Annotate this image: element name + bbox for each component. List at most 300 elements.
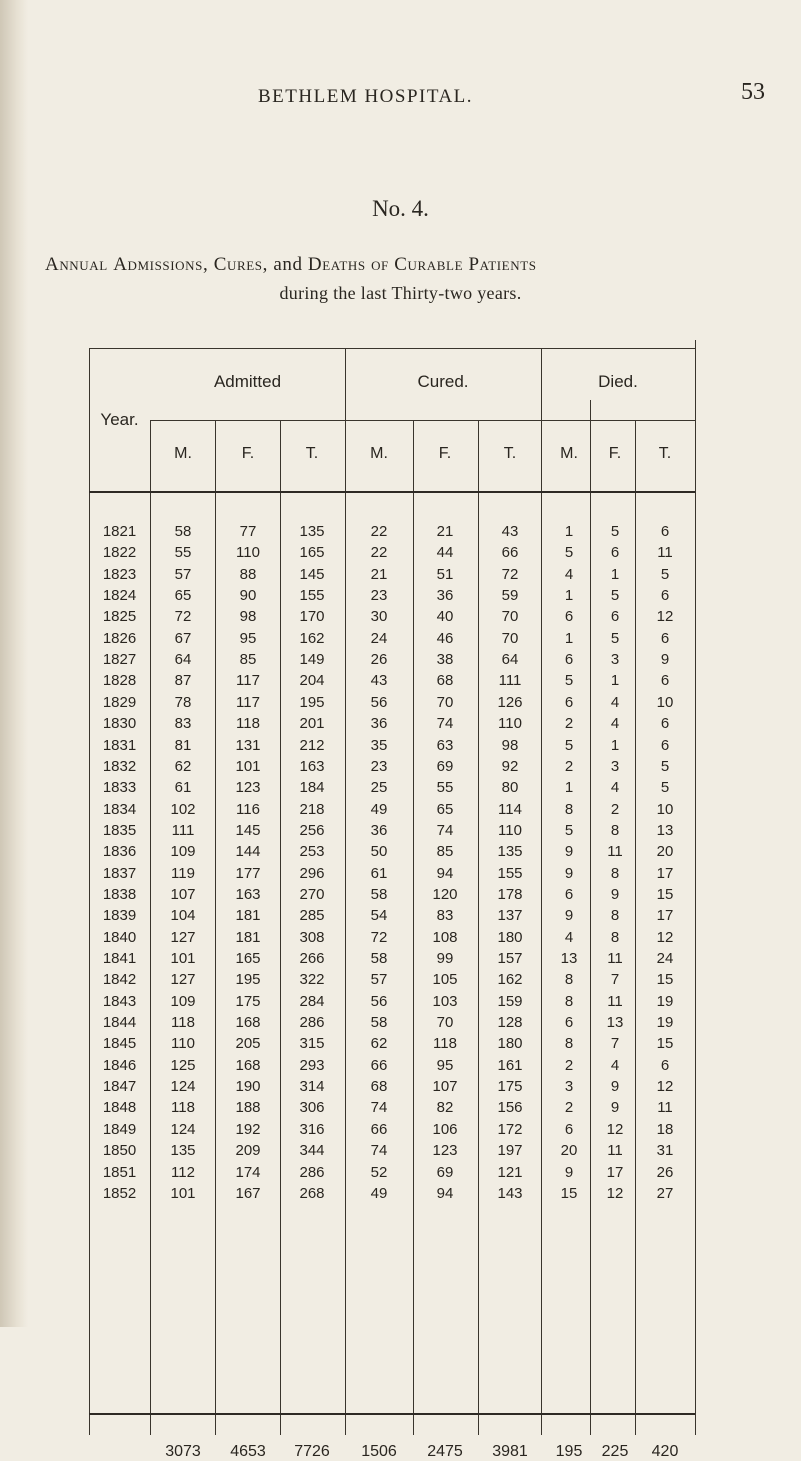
total-cell: 3981 bbox=[492, 1443, 528, 1460]
table-cell: 144 bbox=[235, 843, 261, 861]
table-cell: 118 bbox=[171, 1099, 195, 1117]
table-cell: 58 bbox=[174, 523, 192, 540]
table-cell: 3 bbox=[610, 651, 620, 669]
table-cell: 3 bbox=[564, 1078, 574, 1096]
table-cell: 118 bbox=[236, 715, 260, 733]
table-cell: 62 bbox=[370, 1035, 388, 1053]
table-cell: 286 bbox=[299, 1163, 325, 1181]
table-cell: 54 bbox=[370, 907, 388, 925]
table-cell: 11 bbox=[657, 544, 673, 562]
table-cell: 285 bbox=[299, 907, 325, 925]
table-cell: 5 bbox=[660, 779, 670, 797]
column-rule bbox=[413, 420, 414, 1435]
table-cell: 157 bbox=[497, 950, 523, 967]
column-rule bbox=[695, 340, 696, 1435]
table-cell: 149 bbox=[299, 651, 325, 669]
table-cell: 98 bbox=[239, 608, 257, 626]
row-year: 1829 bbox=[102, 693, 137, 711]
table-cell: 286 bbox=[299, 1014, 325, 1032]
total-cell: 7726 bbox=[294, 1443, 330, 1460]
table-cell: 103 bbox=[432, 992, 458, 1010]
table-cell: 9 bbox=[610, 885, 620, 903]
table-cell: 168 bbox=[235, 1056, 261, 1074]
table-cell: 56 bbox=[370, 693, 388, 711]
table-cell: 197 bbox=[497, 1142, 523, 1160]
table-cell: 174 bbox=[235, 1163, 261, 1181]
caption-word: Curable bbox=[394, 254, 464, 275]
table-cell: 4 bbox=[564, 928, 574, 946]
row-year: 1825 bbox=[102, 608, 137, 626]
table-cell: 180 bbox=[497, 928, 523, 946]
group-header: Cured. bbox=[417, 372, 469, 391]
table-cell: 83 bbox=[436, 907, 454, 925]
table-cell: 7 bbox=[610, 1035, 620, 1053]
table-cell: 4 bbox=[610, 693, 620, 711]
table-cell: 74 bbox=[436, 821, 454, 839]
table-cell: 62 bbox=[174, 757, 192, 775]
table-cell: 110 bbox=[236, 544, 260, 562]
table-cell: 6 bbox=[564, 1120, 574, 1138]
table-cell: 49 bbox=[370, 800, 388, 818]
table-cell: 204 bbox=[299, 672, 325, 690]
header-top-rule bbox=[89, 348, 695, 349]
table-cell: 38 bbox=[436, 651, 454, 669]
table-cell: 4 bbox=[610, 1056, 620, 1074]
table-cell: 110 bbox=[498, 821, 522, 839]
table-cell: 19 bbox=[656, 1014, 674, 1032]
caption-word: Admissions, bbox=[113, 254, 209, 275]
table-cell: 61 bbox=[370, 864, 388, 882]
table-cell: 63 bbox=[436, 736, 454, 754]
table-cell: 109 bbox=[170, 992, 196, 1010]
table-cell: 125 bbox=[170, 1056, 196, 1074]
table-cell: 127 bbox=[170, 928, 196, 946]
table-cell: 308 bbox=[299, 928, 325, 946]
table-cell: 24 bbox=[656, 950, 674, 967]
row-year: 1840 bbox=[102, 928, 137, 946]
table-cell: 121 bbox=[497, 1163, 523, 1181]
table-cell: 124 bbox=[170, 1078, 196, 1096]
total-cell: 195 bbox=[555, 1443, 583, 1460]
table-cell: 116 bbox=[236, 800, 260, 818]
table-cell: 253 bbox=[299, 843, 325, 861]
table-cell: 137 bbox=[497, 907, 523, 925]
table-cell: 5 bbox=[564, 672, 574, 690]
table-cell: 26 bbox=[656, 1163, 674, 1181]
table-cell: 178 bbox=[497, 885, 523, 903]
table-cell: 322 bbox=[299, 971, 325, 989]
table-cell: 8 bbox=[564, 1035, 574, 1053]
table-cell: 23 bbox=[370, 587, 388, 605]
table-cell: 66 bbox=[501, 544, 519, 562]
table-cell: 172 bbox=[497, 1120, 523, 1138]
table-cell: 40 bbox=[436, 608, 454, 626]
row-year: 1851 bbox=[102, 1163, 137, 1181]
table-cell: 101 bbox=[235, 757, 261, 775]
table-cell: 114 bbox=[498, 800, 522, 818]
table-cell: 55 bbox=[174, 544, 192, 562]
table-cell: 9 bbox=[610, 1099, 620, 1117]
table-cell: 6 bbox=[564, 1014, 574, 1032]
table-cell: 65 bbox=[436, 800, 454, 818]
column-rule bbox=[345, 348, 346, 1435]
table-cell: 11 bbox=[607, 950, 623, 967]
table-cell: 123 bbox=[432, 1142, 458, 1160]
table-cell: 43 bbox=[501, 523, 519, 540]
table-cell: 104 bbox=[170, 907, 196, 925]
table-cell: 12 bbox=[606, 1184, 624, 1202]
table-cell: 17 bbox=[606, 1163, 624, 1181]
table-cell: 126 bbox=[497, 693, 523, 711]
table-cell: 117 bbox=[236, 693, 260, 711]
table-cell: 293 bbox=[299, 1056, 325, 1074]
table-cell: 9 bbox=[610, 1078, 620, 1096]
table-cell: 268 bbox=[299, 1184, 325, 1202]
table-cell: 6 bbox=[564, 608, 574, 626]
table-cell: 101 bbox=[170, 950, 196, 967]
table-cell: 168 bbox=[235, 1014, 261, 1032]
column-subheader: T. bbox=[658, 445, 672, 462]
table-cell: 52 bbox=[370, 1163, 388, 1181]
row-year: 1832 bbox=[102, 757, 137, 775]
table-cell: 162 bbox=[497, 971, 523, 989]
table-cell: 68 bbox=[370, 1078, 388, 1096]
table-cell: 74 bbox=[436, 715, 454, 733]
row-year: 1844 bbox=[102, 1014, 137, 1032]
table-cell: 145 bbox=[299, 565, 325, 583]
table-cell: 344 bbox=[299, 1142, 325, 1160]
table-cell: 9 bbox=[564, 1163, 574, 1181]
table-cell: 1 bbox=[610, 672, 620, 690]
table-cell: 5 bbox=[564, 821, 574, 839]
table-cell: 190 bbox=[235, 1078, 261, 1096]
table-cell: 59 bbox=[501, 587, 519, 605]
table-cell: 110 bbox=[171, 1035, 195, 1053]
table-cell: 5 bbox=[564, 544, 574, 562]
table-cell: 36 bbox=[370, 821, 388, 839]
table-cell: 74 bbox=[370, 1099, 388, 1117]
row-year: 1833 bbox=[102, 779, 137, 797]
table-cell: 163 bbox=[299, 757, 325, 775]
table-caption-line-2: during the last Thirty-two years. bbox=[279, 283, 522, 303]
table-cell: 15 bbox=[656, 885, 674, 903]
table-cell: 128 bbox=[497, 1014, 523, 1032]
table-cell: 175 bbox=[235, 992, 261, 1010]
table-cell: 6 bbox=[564, 651, 574, 669]
table-cell: 111 bbox=[498, 672, 522, 690]
table-cell: 80 bbox=[501, 779, 519, 797]
table-cell: 78 bbox=[174, 693, 192, 711]
table-cell: 118 bbox=[433, 1035, 457, 1053]
table-cell: 19 bbox=[656, 992, 674, 1010]
total-cell: 2475 bbox=[427, 1443, 463, 1460]
table-cell: 2 bbox=[564, 1056, 574, 1074]
column-rule bbox=[215, 420, 216, 1435]
table-cell: 12 bbox=[656, 1078, 674, 1096]
column-subheader: F. bbox=[241, 445, 255, 462]
row-year: 1852 bbox=[102, 1184, 137, 1202]
table-cell: 266 bbox=[299, 950, 325, 967]
table-cell: 256 bbox=[299, 821, 325, 839]
table-cell: 58 bbox=[370, 1014, 388, 1032]
table-cell: 46 bbox=[436, 629, 454, 647]
total-cell: 4653 bbox=[230, 1443, 266, 1460]
table-cell: 108 bbox=[432, 928, 458, 946]
table-cell: 2 bbox=[564, 757, 574, 775]
table-cell: 44 bbox=[436, 544, 454, 562]
table-cell: 36 bbox=[436, 587, 454, 605]
table-cell: 18 bbox=[656, 1120, 674, 1138]
table-cell: 192 bbox=[235, 1120, 261, 1138]
table-cell: 67 bbox=[174, 629, 192, 647]
table-cell: 66 bbox=[370, 1120, 388, 1138]
table-cell: 11 bbox=[607, 992, 623, 1010]
table-cell: 170 bbox=[299, 608, 325, 626]
table-cell: 4 bbox=[610, 715, 620, 733]
row-year: 1837 bbox=[102, 864, 137, 882]
table-cell: 64 bbox=[501, 651, 519, 669]
table-cell: 56 bbox=[370, 992, 388, 1010]
table-cell: 58 bbox=[370, 950, 388, 967]
row-year: 1838 bbox=[102, 885, 137, 903]
caption-word: of bbox=[371, 254, 389, 275]
table-cell: 70 bbox=[436, 693, 454, 711]
table-cell: 35 bbox=[370, 736, 388, 754]
table-cell: 11 bbox=[607, 843, 623, 861]
row-year: 1834 bbox=[102, 800, 137, 818]
table-cell: 109 bbox=[170, 843, 196, 861]
table-cell: 9 bbox=[660, 651, 670, 669]
caption-word: and bbox=[273, 254, 303, 275]
table-cell: 145 bbox=[235, 821, 261, 839]
table-cell: 117 bbox=[236, 672, 260, 690]
row-year: 1827 bbox=[102, 651, 137, 669]
table-cell: 12 bbox=[656, 928, 674, 946]
table-cell: 85 bbox=[239, 651, 257, 669]
table-cell: 7 bbox=[610, 971, 620, 989]
table-cell: 3 bbox=[610, 757, 620, 775]
table-cell: 167 bbox=[235, 1184, 261, 1202]
table-cell: 6 bbox=[660, 736, 670, 754]
table-cell: 1 bbox=[564, 523, 574, 540]
total-cell: 1506 bbox=[361, 1443, 397, 1460]
table-cell: 205 bbox=[235, 1035, 261, 1053]
table-cell: 23 bbox=[370, 757, 388, 775]
table-cell: 161 bbox=[497, 1056, 523, 1074]
table-cell: 181 bbox=[235, 907, 261, 925]
table-cell: 87 bbox=[174, 672, 192, 690]
table-cell: 6 bbox=[660, 523, 670, 540]
table-cell: 110 bbox=[498, 715, 522, 733]
table-cell: 107 bbox=[432, 1078, 458, 1096]
caption-word: Deaths bbox=[307, 254, 366, 275]
row-year: 1842 bbox=[102, 971, 137, 989]
table-cell: 5 bbox=[610, 587, 620, 605]
table-cell: 112 bbox=[171, 1163, 195, 1181]
header-bottom-rule bbox=[89, 491, 695, 493]
row-year: 1830 bbox=[102, 715, 137, 733]
table-cell: 72 bbox=[174, 608, 192, 626]
table-cell: 195 bbox=[235, 971, 261, 989]
table-cell: 6 bbox=[564, 885, 574, 903]
table-cell: 8 bbox=[564, 992, 574, 1010]
table-cell: 155 bbox=[299, 587, 325, 605]
table-cell: 8 bbox=[564, 971, 574, 989]
group-header: Died. bbox=[598, 372, 638, 391]
table-cell: 66 bbox=[370, 1056, 388, 1074]
table-cell: 12 bbox=[656, 608, 674, 626]
table-cell: 99 bbox=[436, 950, 454, 967]
table-cell: 106 bbox=[432, 1120, 458, 1138]
table-cell: 8 bbox=[610, 821, 620, 839]
table-cell: 2 bbox=[564, 1099, 574, 1117]
table-cell: 94 bbox=[436, 1184, 454, 1202]
table-cell: 177 bbox=[235, 864, 261, 882]
table-cell: 27 bbox=[656, 1184, 674, 1202]
table-cell: 65 bbox=[174, 587, 192, 605]
table-cell: 165 bbox=[299, 544, 325, 562]
table-cell: 306 bbox=[299, 1099, 325, 1117]
table-cell: 57 bbox=[174, 565, 192, 583]
table-cell: 13 bbox=[656, 821, 674, 839]
row-year: 1839 bbox=[102, 907, 137, 925]
table-cell: 218 bbox=[299, 800, 325, 818]
table-cell: 120 bbox=[432, 885, 458, 903]
caption-word: Patients bbox=[468, 254, 537, 275]
table-cell: 188 bbox=[235, 1099, 261, 1117]
table-cell: 57 bbox=[370, 971, 388, 989]
table-cell: 2 bbox=[564, 715, 574, 733]
table-cell: 58 bbox=[370, 885, 388, 903]
table-cell: 296 bbox=[299, 864, 325, 882]
table-cell: 13 bbox=[560, 950, 578, 967]
table-cell: 5 bbox=[564, 736, 574, 754]
table-cell: 159 bbox=[497, 992, 523, 1010]
table-cell: 1 bbox=[610, 736, 620, 754]
table-cell: 70 bbox=[501, 608, 519, 626]
table-cell: 156 bbox=[497, 1099, 523, 1117]
table-cell: 131 bbox=[235, 736, 261, 754]
table-cell: 82 bbox=[436, 1099, 454, 1117]
table-cell: 92 bbox=[501, 757, 519, 775]
table-cell: 201 bbox=[299, 715, 325, 733]
table-cell: 55 bbox=[436, 779, 454, 797]
table-cell: 6 bbox=[610, 608, 620, 626]
table-cell: 111 bbox=[171, 821, 195, 839]
table-cell: 24 bbox=[370, 629, 388, 647]
row-year: 1846 bbox=[102, 1056, 137, 1074]
table-cell: 70 bbox=[436, 1014, 454, 1032]
table-cell: 209 bbox=[235, 1142, 261, 1160]
table-cell: 118 bbox=[171, 1014, 195, 1032]
table-cell: 107 bbox=[170, 885, 196, 903]
table-cell: 4 bbox=[564, 565, 574, 583]
table-cell: 72 bbox=[370, 928, 388, 946]
table-cell: 20 bbox=[656, 843, 674, 861]
table-cell: 12 bbox=[606, 1120, 624, 1138]
column-subheader: T. bbox=[305, 445, 319, 462]
table-cell: 69 bbox=[436, 1163, 454, 1181]
table-cell: 5 bbox=[660, 565, 670, 583]
table-cell: 184 bbox=[299, 779, 325, 797]
row-year: 1850 bbox=[102, 1142, 137, 1160]
table-cell: 31 bbox=[656, 1142, 674, 1160]
year-header: Year. bbox=[100, 410, 139, 429]
totals-rule bbox=[89, 1413, 695, 1415]
table-cell: 22 bbox=[370, 523, 388, 540]
table-cell: 64 bbox=[174, 651, 192, 669]
table-cell: 61 bbox=[174, 779, 192, 797]
table-cell: 17 bbox=[656, 907, 674, 925]
table-cell: 135 bbox=[497, 843, 523, 861]
table-cell: 165 bbox=[235, 950, 261, 967]
table-cell: 15 bbox=[560, 1184, 578, 1202]
running-head: BETHLEM HOSPITAL. bbox=[258, 86, 474, 107]
table-cell: 6 bbox=[660, 587, 670, 605]
row-year: 1848 bbox=[102, 1099, 137, 1117]
table-cell: 51 bbox=[436, 565, 454, 583]
table-cell: 50 bbox=[370, 843, 388, 861]
column-subheader: F. bbox=[608, 445, 622, 462]
row-year: 1847 bbox=[102, 1078, 137, 1096]
total-cell: 3073 bbox=[165, 1443, 201, 1460]
column-rule bbox=[478, 420, 479, 1435]
table-cell: 72 bbox=[501, 565, 519, 583]
table-cell: 314 bbox=[299, 1078, 325, 1096]
table-cell: 5 bbox=[660, 757, 670, 775]
table-cell: 70 bbox=[501, 629, 519, 647]
column-subheader: T. bbox=[503, 445, 517, 462]
table-cell: 6 bbox=[660, 1056, 670, 1074]
row-year: 1828 bbox=[102, 672, 137, 690]
table-cell: 10 bbox=[656, 800, 674, 818]
table-cell: 95 bbox=[436, 1056, 454, 1074]
row-year: 1824 bbox=[102, 587, 137, 605]
table-cell: 143 bbox=[497, 1184, 523, 1202]
row-year: 1823 bbox=[102, 565, 137, 583]
table-cell: 123 bbox=[235, 779, 261, 797]
table-cell: 1 bbox=[564, 587, 574, 605]
table-cell: 15 bbox=[656, 971, 674, 989]
row-year: 1821 bbox=[102, 523, 137, 540]
row-year: 1831 bbox=[102, 736, 137, 754]
table-cell: 316 bbox=[299, 1120, 325, 1138]
table-cell: 119 bbox=[171, 864, 195, 882]
table-cell: 13 bbox=[606, 1014, 624, 1032]
table-cell: 270 bbox=[299, 885, 325, 903]
table-cell: 163 bbox=[235, 885, 261, 903]
total-cell: 420 bbox=[651, 1443, 679, 1460]
column-subheader: M. bbox=[174, 445, 192, 462]
table-cell: 26 bbox=[370, 651, 388, 669]
group-header: Admitted bbox=[213, 372, 282, 391]
caption-word: Cures, bbox=[213, 254, 268, 275]
table-cell: 1 bbox=[610, 565, 620, 583]
table-cell: 8 bbox=[564, 800, 574, 818]
table-cell: 74 bbox=[370, 1142, 388, 1160]
row-year: 1849 bbox=[102, 1120, 137, 1138]
table-cell: 83 bbox=[174, 715, 192, 733]
table-cell: 30 bbox=[370, 608, 388, 626]
table-cell: 155 bbox=[497, 864, 523, 882]
total-cell: 225 bbox=[601, 1443, 629, 1460]
table-cell: 8 bbox=[610, 907, 620, 925]
caption-word: Annual bbox=[45, 254, 108, 275]
table-cell: 77 bbox=[239, 523, 257, 540]
table-cell: 11 bbox=[657, 1099, 673, 1117]
table-cell: 21 bbox=[370, 565, 388, 583]
table-cell: 181 bbox=[235, 928, 261, 946]
